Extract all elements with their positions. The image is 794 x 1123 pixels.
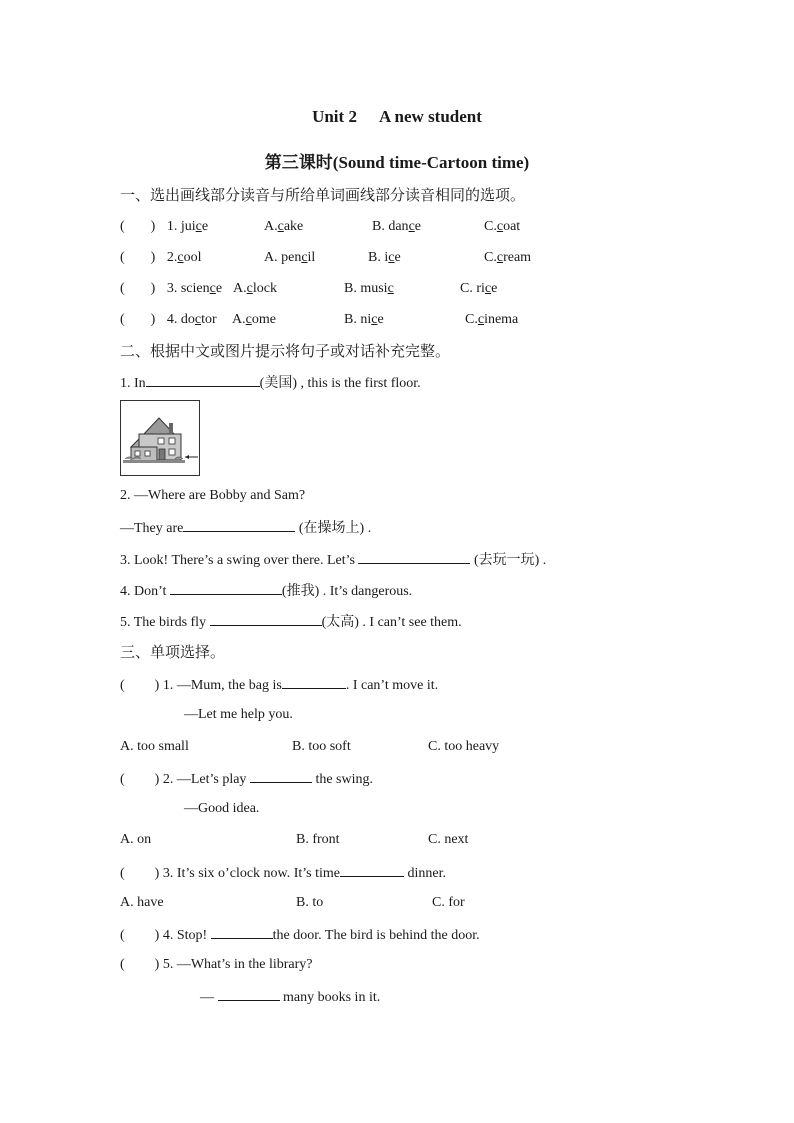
option-b: B. ice — [368, 250, 401, 265]
mc-option-a: A. on — [120, 832, 152, 847]
mc-option-b: B. front — [296, 832, 340, 847]
paren-open: ( — [120, 312, 125, 327]
option-b: B. music — [344, 281, 394, 296]
mc-question-5-reply: — many books in it. — [200, 986, 380, 1006]
house-icon — [121, 401, 199, 475]
mc-question-5: ( ) 5. —What’s in the library? — [120, 957, 313, 972]
mc-question-1: ( ) 1. —Mum, the bag is . I can’t move it. — [120, 674, 438, 694]
option-a: A.cake — [264, 219, 304, 234]
page-title — [0, 107, 794, 127]
question-1: 1. In (美国) , this is the first floor. — [120, 372, 421, 392]
option-a: A. pencil — [264, 250, 316, 265]
option-c: C. rice — [460, 281, 498, 296]
option-a: A.come — [232, 312, 276, 327]
question-2: 2. —Where are Bobby and Sam? — [120, 488, 306, 503]
option-b: B. nice — [344, 312, 384, 327]
question-4: 4. Don’t (推我) . It’s dangerous. — [120, 580, 412, 600]
mc-option-a: A. have — [120, 895, 164, 910]
item-word: juice — [180, 219, 209, 234]
title-unit: Unit 2 — [312, 107, 357, 126]
answer-blank[interactable] — [170, 580, 282, 595]
item-word: science — [180, 281, 223, 296]
answer-blank[interactable] — [282, 674, 346, 689]
paren-open: ( — [120, 219, 125, 234]
item-number: 1. — [166, 219, 178, 234]
page-subtitle: 第三课时(Sound time-Cartoon time) — [264, 153, 530, 172]
paren-open: ( — [120, 281, 125, 296]
item-number: 2. — [166, 250, 178, 265]
paren-close: ) — [150, 312, 156, 327]
option-c: C.coat — [484, 219, 521, 234]
answer-blank[interactable] — [183, 517, 295, 532]
answer-blank[interactable] — [340, 862, 404, 877]
option-c: C.cinema — [465, 312, 519, 327]
section1-heading: 一、选出画线部分读音与所给单词画线部分读音相同的选项。 — [120, 186, 526, 204]
answer-blank[interactable] — [250, 768, 312, 783]
question-2-answer: —They are (在操场上) . — [120, 517, 371, 537]
question-5: 5. The birds fly (太高) . I can’t see them. — [120, 611, 462, 631]
paren-close: ) — [150, 281, 156, 296]
title-lesson: A new student — [378, 107, 482, 126]
item-word: doctor — [180, 312, 217, 327]
mc-option-c: C. for — [432, 895, 465, 910]
mc-option-c: C. too heavy — [428, 739, 500, 754]
mc-option-a: A. too small — [120, 739, 189, 754]
mc-question-4: ( ) 4. Stop! the door. The bird is behind the door. — [120, 924, 480, 944]
answer-blank[interactable] — [210, 611, 322, 626]
option-a: A.clock — [233, 281, 277, 296]
mc-question-2: ( ) 2. —Let’s play the swing. — [120, 768, 373, 788]
answer-blank[interactable] — [358, 549, 470, 564]
paren-close: ) — [150, 219, 156, 234]
paren-open: ( — [120, 250, 125, 265]
section3-heading: 三、单项选择。 — [120, 643, 226, 661]
mc-option-c: C. next — [428, 832, 469, 847]
item-number: 3. — [166, 281, 178, 296]
answer-blank[interactable] — [146, 372, 260, 387]
item-word: cool — [177, 250, 202, 265]
mc-option-b: B. too soft — [292, 739, 351, 754]
question-3: 3. Look! There’s a swing over there. Let’s (去玩一玩) . — [120, 549, 546, 569]
answer-blank[interactable] — [218, 986, 280, 1001]
section2-heading: 二、根据中文或图片提示将句子或对话补充完整。 — [120, 342, 451, 360]
list-item — [120, 310, 217, 330]
paren-close: ) — [150, 250, 156, 265]
mc-option-b: B. to — [296, 895, 324, 910]
answer-blank[interactable] — [211, 924, 273, 939]
item-number: 4. — [166, 312, 178, 327]
mc-question-3: ( ) 3. It’s six o’clock now. It’s time dinner. — [120, 862, 446, 882]
list-item — [120, 279, 222, 299]
house-picture — [120, 400, 200, 476]
list-item — [120, 217, 208, 237]
mc-question-2-reply: —Good idea. — [184, 801, 260, 816]
mc-question-1-reply: —Let me help you. — [184, 707, 293, 722]
option-b: B. dance — [372, 219, 421, 234]
option-c: C.cream — [484, 250, 532, 265]
list-item — [120, 248, 201, 268]
